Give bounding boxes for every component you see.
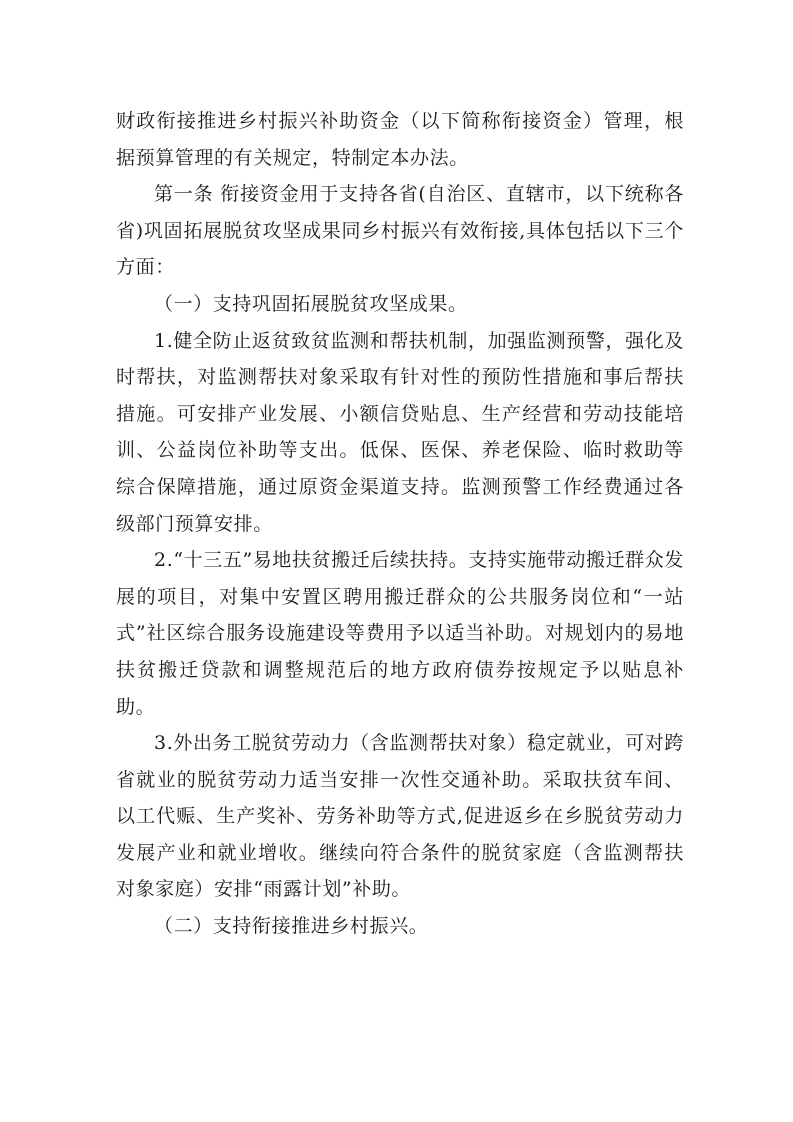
- section-heading-1: （一）支持巩固拓展脱贫攻坚成果。: [154, 292, 468, 315]
- paragraph-intro: 财政衔接推进乡村振兴补助资金（以下简称衔接资金）管理，根据预算管理的有关规定，特制定本办法。: [116, 110, 684, 169]
- paragraph-article-1: 第一条 衔接资金用于支持各省(自治区、直辖市，以下统称各省)巩固拓展脱贫攻坚成果同乡村振兴有效衔接,具体包括以下三个方面：: [116, 183, 684, 279]
- list-item-1: 1.健全防止返贫致贫监测和帮扶机制，加强监测预警，强化及时帮扶，对监测帮扶对象采取有针对性的预防性措施和事后帮扶措施。可安排产业发展、小额信贷贴息、生产经营和劳动技能培训、公益岗位补助等支出。低保、医保、养老保险、临时救助等综合保障措施，通过原资金渠道支持。监测预警工作经费通过各级部门预算安排。: [116, 329, 684, 535]
- document-body: [116, 103, 684, 945]
- list-item-3: 3.外出务工脱贫劳动力（含监测帮扶对象）稳定就业，可对跨省就业的脱贫劳动力适当安排一次性交通补助。采取扶贫车间、以工代赈、生产奖补、劳务补助等方式,促进返乡在乡脱贫劳动力发展产业和就业增收。继续向符合条件的脱贫家庭（含监测帮扶对象家庭）安排“雨露计划”补助。: [116, 732, 684, 901]
- list-item-2: 2.“十三五”易地扶贫搬迁后续扶持。支持实施带动搬迁群众发展的项目，对集中安置区聘用搬迁群众的公共服务岗位和“一站式”社区综合服务设施建设等费用予以适当补助。对规划内的易地扶贫搬迁贷款和调整规范后的地方政府债券按规定予以贴息补助。: [116, 549, 684, 718]
- section-heading-2: （二）支持衔接推进乡村振兴。: [154, 915, 429, 938]
